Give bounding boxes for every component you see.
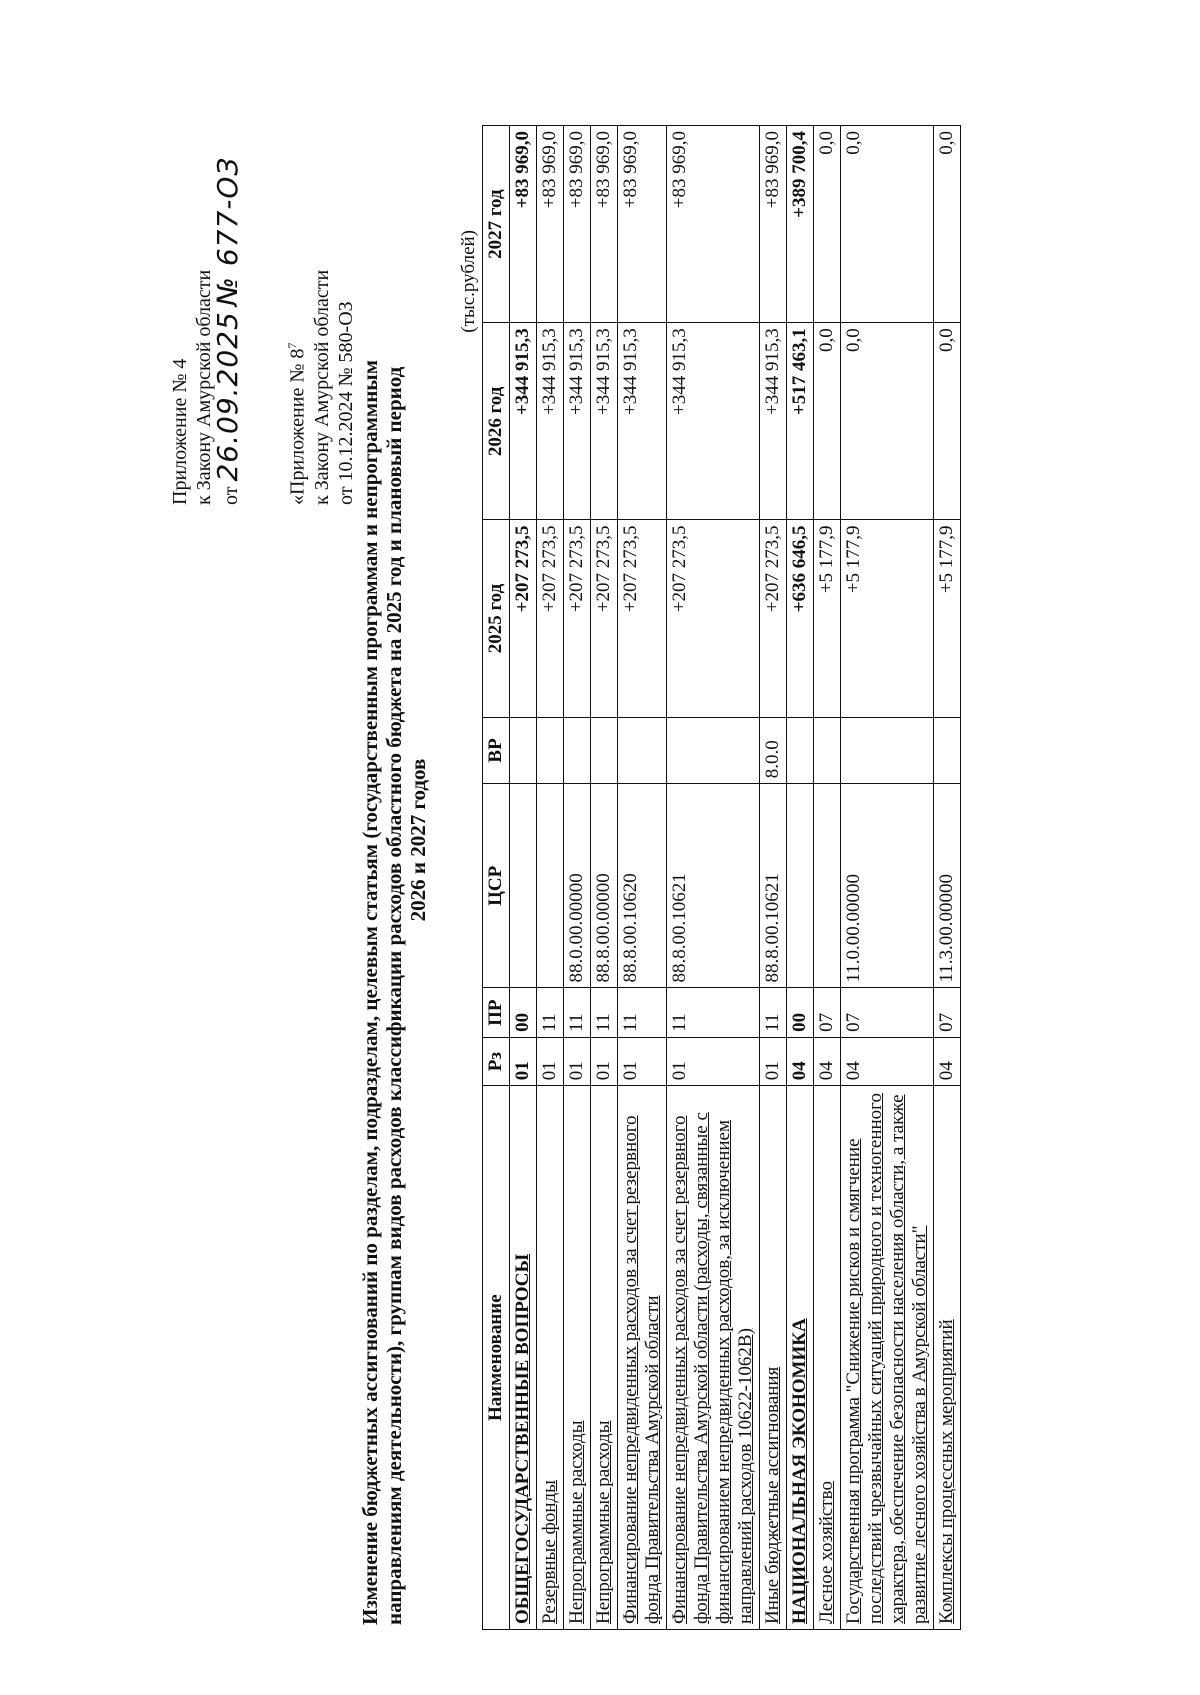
cell-vr — [841, 717, 934, 784]
cell-vr — [667, 717, 760, 784]
appendix-number: Приложение № 4 — [169, 358, 191, 505]
header-2025: 2025 год — [483, 520, 510, 717]
header-name: Наименование — [483, 1086, 510, 1630]
cell-rz: 04 — [841, 1037, 934, 1085]
budget-table — [482, 125, 961, 1630]
header-csr: ЦСР — [483, 784, 510, 988]
handwritten-number: № 677-ОЗ — [211, 156, 244, 307]
table-row — [667, 126, 760, 1630]
table-row — [564, 126, 591, 1630]
cell-2026: 0,0 — [814, 323, 841, 520]
cell-rz: 04 — [787, 1037, 814, 1085]
cell-csr: 88.8.00.10621 — [667, 784, 760, 988]
amended-law-reference: к Закону Амурской области — [310, 269, 333, 505]
cell-name: Государственная программа "Снижение рисков и смягчение последствий чрезвычайных ситуаций природного и техногенного характера, обеспечение безопасности населения области, а также развитие лесного хозяйства в Амурской области" — [841, 1086, 934, 1630]
cell-pr: 00 — [510, 988, 537, 1037]
cell-2025: +207 273,5 — [510, 520, 537, 717]
cell-rz: 04 — [814, 1037, 841, 1085]
cell-2027: +83 969,0 — [510, 126, 537, 323]
cell-2027: +83 969,0 — [537, 126, 564, 323]
cell-csr: 88.8.00.10620 — [618, 784, 667, 988]
cell-pr: 11 — [618, 988, 667, 1037]
cell-csr: 88.0.00.00000 — [564, 784, 591, 988]
table-row — [537, 126, 564, 1630]
cell-pr: 11 — [760, 988, 787, 1037]
cell-2027: +83 969,0 — [760, 126, 787, 323]
cell-2026: +517 463,1 — [787, 323, 814, 520]
cell-2027: +83 969,0 — [564, 126, 591, 323]
cell-rz: 01 — [510, 1037, 537, 1085]
cell-csr — [814, 784, 841, 988]
cell-2026: +344 915,3 — [618, 323, 667, 520]
header-2026: 2026 год — [483, 323, 510, 520]
cell-name: Непрограммные расходы — [591, 1086, 618, 1630]
amended-appendix-number: «Приложение № $8^7$ — [285, 342, 309, 505]
cell-vr — [934, 717, 961, 784]
document-title: Изменение бюджетных ассигнований по разделам, подразделам, целевым статьям (государственным программам и непрограммным направлениям деятельности), группам видов расходов классификации расходов областного бюджета на 2025 год и плановый период 2026 и 2027 годов — [358, 359, 430, 1625]
cell-vr: 8.0.0 — [760, 717, 787, 784]
cell-2026: +344 915,3 — [537, 323, 564, 520]
cell-csr — [787, 784, 814, 988]
cell-name: ОБЩЕГОСУДАРСТВЕННЫЕ ВОПРОСЫ — [510, 1086, 537, 1630]
cell-2026: +344 915,3 — [760, 323, 787, 520]
cell-rz: 01 — [537, 1037, 564, 1085]
appendix-header — [168, 25, 243, 505]
cell-rz: 04 — [934, 1037, 961, 1085]
cell-2027: 0,0 — [934, 126, 961, 323]
cell-pr: 07 — [841, 988, 934, 1037]
cell-vr — [537, 717, 564, 784]
table-row — [814, 126, 841, 1630]
cell-2027: +83 969,0 — [667, 126, 760, 323]
cell-2027: 0,0 — [841, 126, 934, 323]
header-rz: Рз — [483, 1037, 510, 1085]
law-date-line: от 26.09.2025 № 677-ОЗ — [211, 156, 244, 505]
units-label: (тыс.рублей) — [458, 230, 479, 333]
cell-name: Иные бюджетные ассигнования — [760, 1086, 787, 1630]
header-2027: 2027 год — [483, 126, 510, 323]
cell-vr — [591, 717, 618, 784]
table-row — [510, 126, 537, 1630]
cell-2026: +344 915,3 — [591, 323, 618, 520]
cell-pr: 00 — [787, 988, 814, 1037]
cell-2025: +5 177,9 — [934, 520, 961, 717]
cell-2025: +207 273,5 — [537, 520, 564, 717]
cell-pr: 07 — [934, 988, 961, 1037]
cell-2027: +83 969,0 — [591, 126, 618, 323]
cell-2027: 0,0 — [814, 126, 841, 323]
cell-2026: +344 915,3 — [667, 323, 760, 520]
header-pr: ПР — [483, 988, 510, 1037]
cell-pr: 07 — [814, 988, 841, 1037]
cell-2027: +83 969,0 — [618, 126, 667, 323]
table-row — [787, 126, 814, 1630]
cell-vr — [510, 717, 537, 784]
cell-csr: 88.8.00.10621 — [760, 784, 787, 988]
cell-vr — [814, 717, 841, 784]
cell-vr — [787, 717, 814, 784]
cell-2025: +207 273,5 — [564, 520, 591, 717]
cell-2025: +5 177,9 — [814, 520, 841, 717]
cell-2025: +636 646,5 — [787, 520, 814, 717]
cell-csr — [537, 784, 564, 988]
cell-name: Непрограммные расходы — [564, 1086, 591, 1630]
cell-csr: 11.3.00.00000 — [934, 784, 961, 988]
cell-name: Комплексы процессных мероприятий — [934, 1086, 961, 1630]
header-vr: ВР — [483, 717, 510, 784]
cell-vr — [618, 717, 667, 784]
cell-pr: 11 — [667, 988, 760, 1037]
cell-csr: 88.8.00.00000 — [591, 784, 618, 988]
table-row — [618, 126, 667, 1630]
amended-law-date: от 10.12.2024 № 580-ОЗ — [334, 301, 357, 505]
cell-pr: 11 — [537, 988, 564, 1037]
amended-appendix-reference — [280, 25, 358, 505]
cell-name: Финансирование непредвиденных расходов за счет резервного фонда Правительства Амурской области (расходы, связанные с финансированием непредвиденных расходов, за исключением направлений расходов 10622-1062В) — [667, 1086, 760, 1630]
cell-rz: 01 — [760, 1037, 787, 1085]
table-row — [760, 126, 787, 1630]
cell-vr — [564, 717, 591, 784]
table-header-row — [483, 126, 510, 1630]
table-row — [841, 126, 934, 1630]
cell-rz: 01 — [564, 1037, 591, 1085]
cell-2025: +207 273,5 — [667, 520, 760, 717]
cell-name: НАЦИОНАЛЬНАЯ ЭКОНОМИКА — [787, 1086, 814, 1630]
cell-rz: 01 — [618, 1037, 667, 1085]
cell-name: Резервные фонды — [537, 1086, 564, 1630]
handwritten-date: 26.09.2025 — [211, 311, 244, 482]
cell-2025: +207 273,5 — [591, 520, 618, 717]
cell-rz: 01 — [591, 1037, 618, 1085]
cell-csr: 11.0.00.00000 — [841, 784, 934, 988]
cell-2026: 0,0 — [934, 323, 961, 520]
cell-rz: 01 — [667, 1037, 760, 1085]
cell-2026: +344 915,3 — [510, 323, 537, 520]
cell-pr: 11 — [591, 988, 618, 1037]
cell-2027: +389 700,4 — [787, 126, 814, 323]
cell-name: Лесное хозяйство — [814, 1086, 841, 1630]
cell-2025: +5 177,9 — [841, 520, 934, 717]
law-reference: к Закону Амурской области — [193, 269, 215, 505]
cell-csr — [510, 784, 537, 988]
cell-2026: +344 915,3 — [564, 323, 591, 520]
cell-2025: +207 273,5 — [618, 520, 667, 717]
cell-pr: 11 — [564, 988, 591, 1037]
table-row — [934, 126, 961, 1630]
cell-2026: 0,0 — [841, 323, 934, 520]
table-row — [591, 126, 618, 1630]
cell-name: Финансирование непредвиденных расходов за счет резервного фонда Правительства Амурской области — [618, 1086, 667, 1630]
cell-2025: +207 273,5 — [760, 520, 787, 717]
